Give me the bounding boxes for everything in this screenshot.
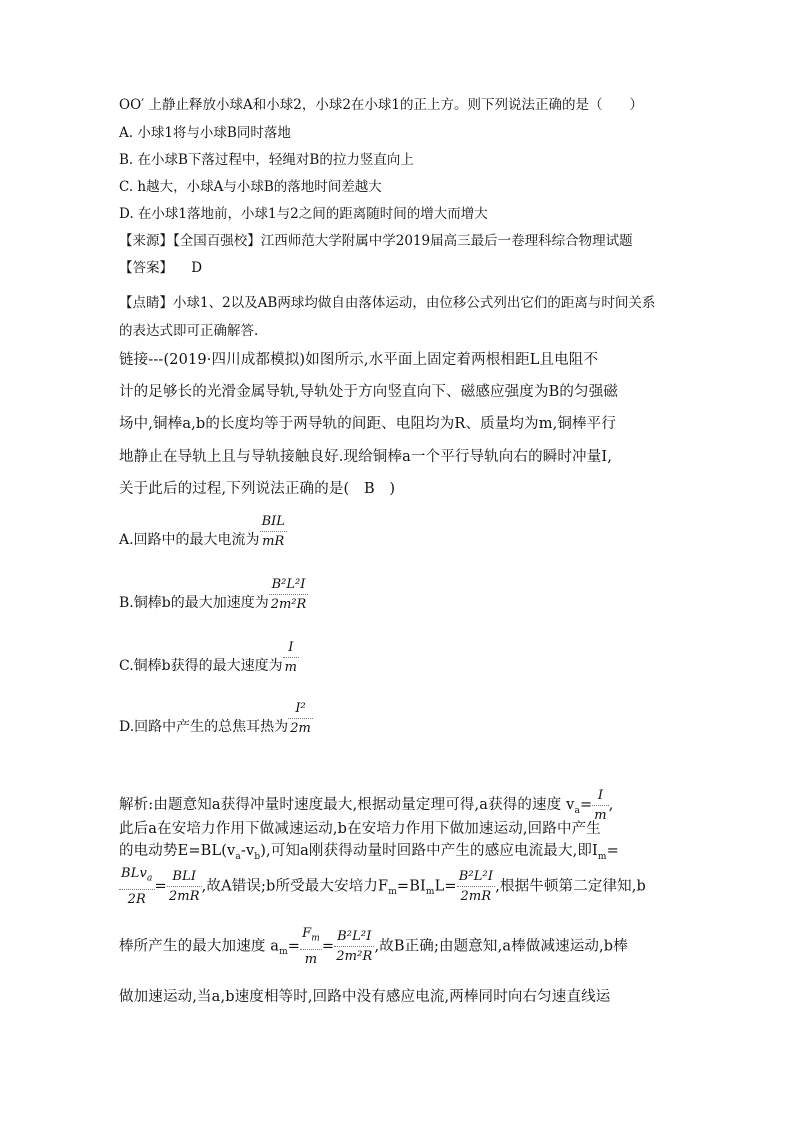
tip-line-1: 【点睛】小球1、2以及AB两球均做自由落体运动，由位移公式列出它们的距离与时间关系: [119, 295, 656, 311]
choice-a-fraction: [260, 514, 287, 549]
option-c: C. h越大，小球A与小球B的落地时间差越大: [119, 179, 382, 195]
analysis-b-correct: ,故B正确;由题意知,a棒做减速运动,b棒: [374, 938, 628, 955]
choice-a: [119, 514, 287, 549]
choice-d-label: D.回路中产生的总焦耳热为: [119, 719, 289, 735]
analysis-emf: 的电动势E=BL(v: [119, 843, 236, 859]
analysis-newton-text: ,根据牛顿第二定律知,b: [495, 878, 646, 895]
analysis-force-text: ,故A错误;b所受最大安培力F: [201, 878, 389, 895]
current-fraction-1-num: BLv$_a$: [121, 866, 153, 884]
tip-line-2: 的表达式即可正确解答.: [119, 323, 259, 339]
choice-d: [119, 701, 313, 736]
choice-c-num: I: [288, 640, 294, 655]
analysis-line-6: 做加速运动,当a,b速度相等时,回路中没有感应电流,两棒同时向右匀速直线运: [119, 989, 611, 1005]
accel-fraction-2-num: B²L²I: [337, 928, 372, 944]
analysis-accel-text: 棒所产生的最大加速度 a: [119, 938, 280, 955]
link-line-2: 计的足够长的光滑金属导轨,导轨处于方向竖直向下、磁感应强度为B的匀强磁: [119, 384, 619, 400]
option-a: A. 小球1将与小球B同时落地: [119, 125, 291, 141]
accel-fraction-2-den: 2m²R: [334, 946, 374, 964]
choice-c: [119, 640, 299, 675]
accel-fraction-2: [334, 929, 374, 964]
choice-c-den: m: [283, 657, 299, 675]
analysis-line-3: 的电动势$E=BL(v_a-v_b)$,可知a刚获得动量时回路中产生的感应电流最大,即$I_m=$: [119, 843, 619, 862]
choice-b-num: B²L²I: [271, 577, 306, 592]
analysis-current-text: ),可知a刚获得动量时回路中产生的感应电流最大,即I: [260, 843, 598, 859]
va-den: m: [592, 805, 608, 823]
analysis-equals: =: [606, 843, 619, 859]
choice-a-den: mR: [260, 531, 287, 549]
analysis-bi: =BI: [396, 878, 426, 895]
force-fraction: [457, 869, 496, 904]
link-line-3: 场中,铜棒a,b的长度均等于两导轨的间距、电阻均为R、质量均为m,铜棒平行: [119, 416, 616, 432]
choice-b-den: 2m²R: [269, 594, 309, 612]
analysis-minus: -v: [240, 843, 255, 859]
choice-b-fraction: [269, 577, 309, 612]
source-line: 【来源】【全国百强校】江西师范大学附属中学2019届高三最后一卷理科综合物理试题: [119, 233, 633, 249]
option-d: D. 在小球1落地前，小球1与2之间的距离随时间的增大而增大: [119, 206, 488, 222]
choice-b-label: B.铜棒b的最大加速度为: [119, 595, 269, 611]
option-b: B. 在小球B下落过程中，轻绳对B的拉力竖直向上: [119, 152, 414, 168]
answer-label: 【答案】: [119, 260, 173, 276]
analysis-line-4: $\frac{BLv_a}{2R}$ = $\frac{\text{BLI}}{2mR}$ ,故A错误;b所受最大安培力$F_m=BI_mL=$ $\frac{\text{B²L²I}}{2mR}$ ,根据牛顿第二定律知,b: [121, 866, 646, 907]
choice-c-label: C.铜棒b获得的最大速度为: [119, 658, 283, 674]
current-fraction-2-num: BLI: [172, 868, 197, 884]
accel-fraction-1-num: $F_m$: [302, 926, 320, 944]
answer-line: [119, 259, 202, 277]
analysis-line-2: 此后a在安培力作用下做减速运动,b在安培力作用下做加速运动,回路中产生: [119, 821, 601, 837]
force-fraction-den: 2mR: [457, 886, 496, 904]
question-stem-line: OO′ 上静止释放小球A和小球2，小球2在小球1的正上方。则下列说法正确的是（ ）: [119, 97, 644, 113]
force-fraction-num: B²L²I: [458, 868, 494, 884]
analysis-line-1: 解析:由题意知a获得冲量时速度最大,根据动量定理可得,a获得的速度 $v_a=$ $\frac{I}{m}$ ,: [119, 788, 614, 823]
link-line-5: 关于此后的过程,下列说法正确的是( B ): [119, 481, 396, 497]
current-fraction-2-den: 2mR: [167, 886, 202, 904]
va-num: I: [597, 788, 604, 803]
choice-d-fraction: [288, 701, 313, 736]
choice-d-den: 2m: [288, 718, 313, 736]
choice-b: [119, 577, 308, 612]
accel-fraction-1: [300, 926, 322, 967]
answer-value: D: [191, 260, 203, 276]
analysis-line-5: 棒所产生的最大加速度 $a_m=$ $\frac{F_m}{m}$ = $\frac{\text{B²L²I}}{\text{2m²R}}$ ,故B正确;由题意知,a棒做减速运动,b棒: [119, 926, 628, 967]
analysis-text-1: 解析:由题意知a获得冲量时速度最大,根据动量定理可得,a获得的速度 v: [119, 797, 575, 814]
link-line-4: 地静止在导轨上且与导轨接触良好.现给铜棒a一个平行导轨向右的瞬时冲量I,: [119, 449, 612, 465]
current-fraction-1: [119, 866, 155, 907]
choice-d-num: I²: [295, 701, 306, 716]
accel-fraction-1-den: m: [300, 949, 322, 967]
analysis-l: L=: [434, 878, 457, 895]
choice-a-label: A.回路中的最大电流为: [119, 532, 260, 548]
link-line-1: 链接---(2019·四川成都模拟)如图所示,水平面上固定着两根相距L且电阻不: [119, 352, 599, 368]
current-fraction-1-den: 2R: [119, 889, 155, 907]
choice-c-fraction: [283, 640, 299, 675]
choice-a-num: BIL: [261, 514, 285, 529]
va-fraction: [592, 788, 608, 823]
va-subscript: a: [574, 806, 580, 816]
current-fraction-2: [167, 869, 202, 904]
